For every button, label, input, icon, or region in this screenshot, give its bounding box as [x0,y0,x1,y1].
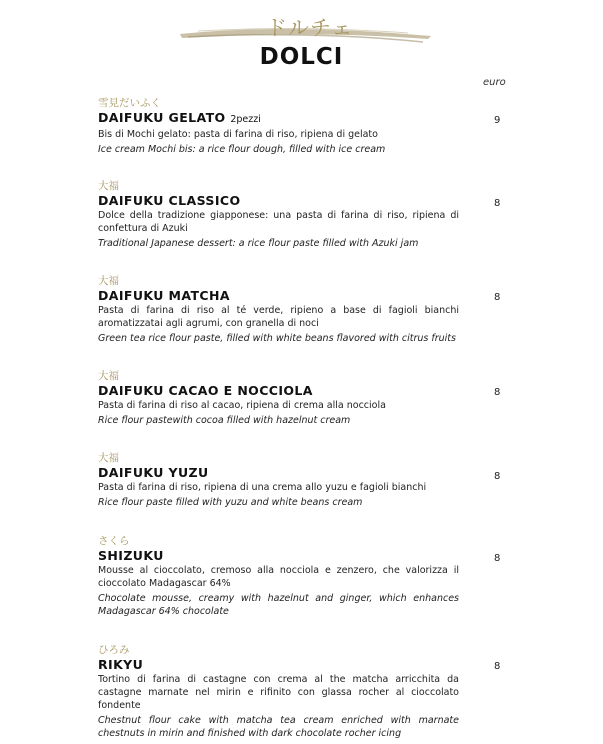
item-japanese-name: 大福 [98,370,119,382]
item-description-en: Rice flour pastewith cocoa filled with hazelnut cream [98,415,351,426]
item-description-it: Mousse al cioccolato, cremoso alla nocciola e zenzero, che valorizza il cioccolato Madagascar 64% [98,565,459,589]
item-price: 8 [494,292,501,303]
item-name: DAIFUKU CACAO E NOCCIOLA [98,383,313,398]
item-japanese-name: さくら [98,535,130,547]
item-japanese-name: ひろみ [98,644,130,656]
menu-item [98,275,459,345]
menu-item [98,452,459,509]
item-description-it: Bis di Mochi gelato: pasta di farina di riso, ripiena di gelato [98,129,378,140]
item-name: DAIFUKU CLASSICO [98,193,241,208]
item-price: 8 [494,553,501,564]
item-quantity: 2pezzi [230,114,261,125]
menu-item [98,180,459,250]
item-price: 8 [494,387,501,398]
menu-item [98,644,459,740]
item-price: 8 [494,198,501,209]
menu-title-japanese: ドルチェ [266,16,354,40]
item-price: 8 [494,471,501,482]
currency-label: euro [483,77,506,88]
item-description-en: Ice cream Mochi bis: a rice flour dough, filled with ice cream [98,144,386,155]
item-japanese-name: 大福 [98,180,119,192]
item-japanese-name: 大福 [98,275,119,287]
item-name: SHIZUKU [98,548,164,563]
item-name: DAIFUKU YUZU [98,465,209,480]
item-description-en: Rice flour paste filled with yuzu and white beans cream [98,497,363,508]
item-description-en: Chestnut flour cake with matcha tea cream enriched with marnate chestnuts in mirin and finished with dark chocolate rocher icing [98,715,459,739]
item-name: DAIFUKU MATCHA [98,288,230,303]
item-japanese-name: 雪見だいふく [98,97,161,109]
item-description-it: Pasta di farina di riso al cacao, ripiena di crema alla nocciola [98,400,386,411]
item-description-it: Dolce della tradizione giapponese: una pasta di farina di riso, ripiena di confettura di Azuki [98,210,459,234]
menu-title: DOLCI [259,44,344,70]
menu-item [98,370,459,427]
item-description-en: Chocolate mousse, creamy with hazelnut and ginger, which enhances Madagascar 64% chocolate [98,593,459,617]
menu-item [98,97,459,156]
item-description-en: Green tea rice flour paste, filled with white beans flavored with citrus fruits [98,333,456,344]
item-price: 9 [494,115,501,126]
item-japanese-name: 大福 [98,452,119,464]
item-description-it: Pasta di farina di riso al té verde, ripieno a base di fagioli bianchi aromatizzatai agli agrumi, con granella di noci [98,305,459,329]
item-price: 8 [494,661,501,672]
item-name-text: DAIFUKU GELATO [98,110,226,125]
item-description-en: Traditional Japanese dessert: a rice flour paste filled with Azuki jam [98,238,419,249]
item-description-it: Tortino di farina di castagne con crema al the matcha arricchita da castagne marnate nel mirin e rifinito con glassa rocher al cioccolato fondente [98,674,459,711]
menu-item [98,535,459,618]
item-name [98,110,459,128]
item-name: RIKYU [98,657,144,672]
item-description-it: Pasta di farina di riso, ripiena di una crema allo yuzu e fagioli bianchi [98,482,427,493]
